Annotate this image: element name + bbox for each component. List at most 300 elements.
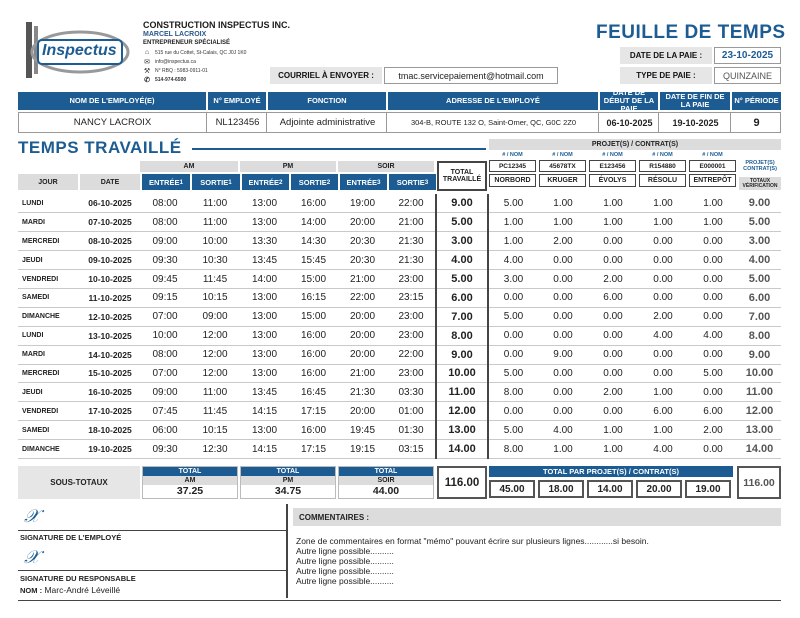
am-out-cell[interactable]: 11:00 [190,213,240,232]
am-out-cell[interactable]: 12:00 [190,326,240,345]
project-hours-cell[interactable]: 0.00 [488,288,538,307]
project-hours-cell[interactable]: 0.00 [638,288,688,307]
day-cell: DIMANCHE [18,440,80,459]
project-hours-cell[interactable]: 6.00 [688,402,738,421]
grand-total: 116.00 [437,466,487,499]
pm-in-cell[interactable]: 13:00 [240,307,289,326]
project-hours-cell[interactable]: 5.00 [488,421,538,440]
ev-in-cell[interactable]: 20:00 [338,213,387,232]
project-hours-cell[interactable]: 5.00 [688,364,738,383]
project-hours-cell[interactable]: 6.00 [638,402,688,421]
phone-line: ✆ 514-974-6500 [144,77,187,84]
project-hours-cell[interactable]: 0.00 [538,288,588,307]
day-cell: MARDI [18,345,80,364]
project-hours-cell[interactable]: 4.00 [638,440,688,459]
project-hours-cell[interactable]: 0.00 [538,326,588,345]
project-name[interactable]: NORBORD [489,174,536,187]
am-in-cell[interactable]: 09:15 [140,288,190,307]
col-address: ADRESSE DE L'EMPLOYÉ [388,92,598,110]
project-column-header [589,152,636,187]
mail-icon: ✉ [144,59,150,66]
project-name[interactable]: ENTREPÔT [689,174,736,187]
project-hours-cell[interactable]: 0.00 [588,251,638,270]
date-cell: 12-10-2025 [80,307,140,326]
pm-in-cell[interactable]: 13:00 [240,345,289,364]
pm-out-cell[interactable]: 16:00 [289,364,338,383]
project-hours-cell[interactable]: 4.00 [688,326,738,345]
company-title: ENTREPRENEUR SPÉCIALISÉ [143,40,231,46]
day-cell: SAMEDI [18,421,80,440]
project-hours-cell[interactable]: 0.00 [588,364,638,383]
project-hours-cell[interactable]: 0.00 [538,364,588,383]
am-out-cell[interactable]: 12:30 [190,440,240,459]
project-name[interactable]: ÉVOLYS [589,174,636,187]
am-in-cell[interactable]: 08:00 [140,345,190,364]
day-cell: DIMANCHE [18,307,80,326]
subtotal-soir: TOTAL SOIR 44.00 [338,466,434,499]
period-number[interactable]: 9 [753,116,760,129]
project-hours-cell[interactable]: 2.00 [588,270,638,289]
total-cell: 13.00 [436,421,488,440]
employee-number[interactable]: NL123456 [209,113,267,132]
project-name[interactable]: RÉSOLU [639,174,686,187]
am-out-cell[interactable]: 10:15 [190,421,240,440]
project-name[interactable]: KRUGER [539,174,586,187]
project-column-header [539,152,586,187]
project-hours-cell[interactable]: 0.00 [488,326,538,345]
project-num-label: # / NOM [652,152,673,158]
pm-in-cell[interactable]: 13:00 [240,213,289,232]
am-out-cell[interactable]: 12:00 [190,364,240,383]
verification-cell: 4.00 [738,251,781,270]
project-hours-cell[interactable]: 0.00 [538,270,588,289]
pm-in-cell[interactable]: 13:00 [240,194,289,213]
total-cell: 14.00 [436,440,488,459]
table-row [18,383,781,402]
project-column-header [639,152,686,187]
project-hours-cell[interactable]: 0.00 [688,307,738,326]
day-cell: JEUDI [18,251,80,270]
section-title: TEMPS TRAVAILLÉ [18,138,182,157]
ev-out-cell[interactable]: 21:30 [387,251,436,270]
day-cell: MERCREDI [18,364,80,383]
am-in-cell[interactable]: 07:00 [140,307,190,326]
pay-date-value[interactable]: 23-10-2025 [714,47,781,64]
project-hours-cell[interactable]: 1.00 [638,421,688,440]
pm-out-cell[interactable]: 14:30 [289,232,338,251]
pm-out-cell[interactable]: 17:15 [289,402,338,421]
project-totals [489,480,733,498]
project-hours-cell[interactable]: 0.00 [588,402,638,421]
pm-in-cell[interactable]: 13:30 [240,232,289,251]
project-hours-cell[interactable]: 1.00 [638,383,688,402]
verification-cell: 9.00 [738,345,781,364]
comment-line: Autre ligne possible.......... [296,546,394,556]
am-in-cell[interactable]: 06:00 [140,421,190,440]
ev-out-cell[interactable]: 21:30 [387,232,436,251]
day-cell: JEUDI [18,383,80,402]
verif-sub: TOTAUX VÉRIFICATION [739,177,781,190]
project-hours-cell[interactable]: 0.00 [638,251,688,270]
ev-out-header: SORTIE 3 [389,174,436,190]
pm-in-cell[interactable]: 13:00 [240,288,289,307]
day-cell: VENDREDI [18,270,80,289]
am-in-cell[interactable]: 08:00 [140,194,190,213]
date-cell: 16-10-2025 [80,383,140,402]
project-hours-cell[interactable]: 0.00 [488,345,538,364]
project-hours-cell[interactable]: 1.00 [688,213,738,232]
date-cell: 11-10-2025 [80,288,140,307]
project-hours-cell[interactable]: 0.00 [688,251,738,270]
am-in-cell[interactable]: 09:00 [140,383,190,402]
pm-header: PM [240,161,336,172]
ev-in-cell[interactable]: 20:00 [338,345,387,364]
am-in-cell[interactable]: 09:00 [140,232,190,251]
ev-in-cell[interactable]: 20:30 [338,232,387,251]
col-period: N° PÉRIODE [732,92,781,110]
pm-out-cell[interactable]: 16:00 [289,194,338,213]
pm-out-cell[interactable]: 17:15 [289,440,338,459]
ev-in-cell[interactable]: 21:00 [338,270,387,289]
employee-name[interactable]: NANCY LACROIX [19,113,207,132]
am-out-cell[interactable]: 09:00 [190,307,240,326]
verification-cell: 7.00 [738,307,781,326]
total-cell: 9.00 [436,194,488,213]
pm-out-cell[interactable]: 15:45 [289,251,338,270]
date-cell: 06-10-2025 [80,194,140,213]
ev-out-cell[interactable]: 03:30 [387,383,436,402]
ev-in-cell[interactable]: 19:15 [338,440,387,459]
project-hours-cell[interactable]: 2.00 [688,421,738,440]
project-hours-cell[interactable]: 0.00 [688,288,738,307]
verif-title: PROJET(S) CONTRAT(S) [743,160,777,173]
pm-in-cell[interactable]: 14:00 [240,270,289,289]
project-hours-cell[interactable]: 3.00 [488,270,538,289]
project-hours-cell[interactable]: 0.00 [588,326,638,345]
project-hours-cell[interactable]: 1.00 [488,213,538,232]
email-value[interactable]: tmac.servicepaiement@hotmail.com [384,67,558,84]
verification-cell: 6.00 [738,288,781,307]
pm-in-header: ENTRÉE 2 [242,174,289,190]
pm-in-cell[interactable]: 14:15 [240,402,289,421]
rbq-line: ⚒ N° RBQ : 5983-0911-01 [143,68,208,75]
employee-header-row [18,87,781,114]
project-hours-cell[interactable]: 0.00 [688,440,738,459]
project-num-label: # / NOM [552,152,573,158]
ev-out-cell[interactable]: 23:15 [387,288,436,307]
project-hours-cell[interactable]: 8.00 [488,440,538,459]
ev-out-cell[interactable]: 01:30 [387,421,436,440]
verification-cell: 9.00 [738,194,781,213]
project-hours-cell[interactable]: 0.00 [588,345,638,364]
project-hours-cell[interactable]: 0.00 [638,232,688,251]
project-total: 19.00 [685,480,731,498]
project-hours-cell[interactable]: 0.00 [638,270,688,289]
table-row [18,364,781,383]
comments-area[interactable] [296,536,776,586]
ev-out-cell[interactable]: 01:00 [387,402,436,421]
table-row [18,421,781,440]
projects-title: PROJET(S) / CONTRAT(S) [489,139,781,150]
logo-text: Inspectus [42,42,117,59]
day-cell: MARDI [18,213,80,232]
project-num-label: # / NOM [702,152,723,158]
project-hours-cell[interactable]: 5.00 [488,364,538,383]
ev-in-cell[interactable]: 20:30 [338,251,387,270]
am-in-cell[interactable]: 09:45 [140,270,190,289]
subtotal-pm-value: 34.75 [274,485,302,497]
project-total: 45.00 [489,480,535,498]
ev-out-cell[interactable]: 23:00 [387,326,436,345]
project-hours-cell[interactable]: 1.00 [688,194,738,213]
pm-in-cell[interactable]: 13:00 [240,421,289,440]
project-hours-cell[interactable]: 0.00 [538,307,588,326]
project-hours-cell[interactable]: 0.00 [588,307,638,326]
manager-name: NOM : Marc-André Léveillé [20,585,121,595]
comments-label: COMMENTAIRES : [293,508,781,526]
soir-header: SOIR [338,161,434,172]
table-row [18,270,781,289]
project-hours-cell[interactable]: 1.00 [538,194,588,213]
employee-address[interactable]: 304-B, ROUTE 132 O, Saint-Omer, QC, G0C 2Z0 [389,113,599,132]
am-out-cell[interactable]: 11:00 [190,194,240,213]
am-header: AM [140,161,238,172]
project-hours-cell[interactable]: 1.00 [488,232,538,251]
project-code[interactable]: E123456 [589,160,636,172]
total-cell: 12.00 [436,402,488,421]
total-header: TOTAL TRAVAILLÉ [437,161,487,191]
table-row [18,326,781,345]
project-code[interactable]: 45678TX [539,160,586,172]
pay-type-value[interactable]: QUINZAINE [714,67,781,84]
comment-line: Autre ligne possible.......... [296,566,394,576]
am-out-cell[interactable]: 10:30 [190,251,240,270]
project-hours-cell[interactable]: 0.00 [638,364,688,383]
pay-end-date[interactable]: 19-10-2025 [661,113,731,132]
date-cell: 17-10-2025 [80,402,140,421]
am-in-cell[interactable]: 07:00 [140,364,190,383]
col-end-date: DATE DE FIN DE LA PAIE [660,92,730,110]
project-hours-cell[interactable]: 0.00 [688,270,738,289]
am-in-cell[interactable]: 10:00 [140,326,190,345]
project-hours-cell[interactable]: 1.00 [638,194,688,213]
comment-line: Autre ligne possible.......... [296,576,394,586]
project-hours-cell[interactable]: 0.00 [488,402,538,421]
phone-icon: ✆ [144,77,150,84]
verification-cell: 3.00 [738,232,781,251]
ev-in-cell[interactable]: 20:00 [338,326,387,345]
table-row [18,307,781,326]
project-hours-cell[interactable]: 6.00 [588,288,638,307]
ev-in-cell[interactable]: 20:00 [338,307,387,326]
col-employee-number: N° EMPLOYÉ [208,92,266,110]
ev-out-cell[interactable]: 23:00 [387,307,436,326]
am-in-cell[interactable]: 09:30 [140,440,190,459]
project-hours-cell[interactable]: 0.00 [688,232,738,251]
total-cell: 6.00 [436,288,488,307]
ev-out-cell[interactable]: 22:00 [387,345,436,364]
project-hours-cell[interactable]: 2.00 [538,232,588,251]
col-function: FONCTION [268,92,386,110]
ev-in-cell[interactable]: 20:00 [338,402,387,421]
project-num-label: # / NOM [602,152,623,158]
am-out-cell[interactable]: 11:00 [190,383,240,402]
day-cell: LUNDI [18,326,80,345]
ev-out-cell[interactable]: 23:00 [387,270,436,289]
table-row [18,345,781,364]
pm-out-cell[interactable]: 16:00 [289,421,338,440]
pm-out-cell[interactable]: 15:00 [289,307,338,326]
ev-out-cell[interactable]: 03:15 [387,440,436,459]
col-employee-name: NOM DE L'EMPLOYÉ(E) [18,92,206,110]
employee-function[interactable]: Adjointe administrative [269,113,387,132]
total-cell: 4.00 [436,251,488,270]
project-total: 18.00 [538,480,584,498]
pm-in-cell[interactable]: 13:45 [240,251,289,270]
verification-cell: 5.00 [738,270,781,289]
total-cell: 5.00 [436,213,488,232]
page-title: FEUILLE DE TEMPS [596,22,786,43]
am-out-cell[interactable]: 10:15 [190,288,240,307]
pm-out-cell[interactable]: 14:00 [289,213,338,232]
am-out-cell[interactable]: 11:45 [190,270,240,289]
project-hours-cell[interactable]: 0.00 [538,402,588,421]
verification-total: 116.00 [737,466,781,499]
table-row [18,288,781,307]
ev-out-cell[interactable]: 21:00 [387,213,436,232]
pm-out-cell[interactable]: 16:00 [289,326,338,345]
project-hours-cell[interactable]: 1.00 [538,213,588,232]
pm-out-cell[interactable]: 15:00 [289,270,338,289]
jour-header: JOUR [18,174,78,190]
pm-in-cell[interactable]: 14:15 [240,440,289,459]
am-out-cell[interactable]: 12:00 [190,345,240,364]
company-name: CONSTRUCTION INSPECTUS INC. [143,20,291,30]
project-code[interactable]: E000001 [689,160,736,172]
pm-out-cell[interactable]: 16:00 [289,345,338,364]
project-hours-cell[interactable]: 1.00 [588,440,638,459]
project-hours-cell[interactable]: 4.00 [638,326,688,345]
verification-cell: 13.00 [738,421,781,440]
project-total: 14.00 [587,480,633,498]
project-hours-cell[interactable]: 2.00 [638,307,688,326]
date-cell: 07-10-2025 [80,213,140,232]
total-cell: 10.00 [436,364,488,383]
project-hours-cell[interactable]: 8.00 [488,383,538,402]
ev-out-cell[interactable]: 22:00 [387,194,436,213]
subtotal-am: TOTAL AM 37.25 [142,466,238,499]
table-row [18,440,781,459]
project-hours-cell[interactable]: 1.00 [638,213,688,232]
am-out-cell[interactable]: 10:00 [190,232,240,251]
pm-out-cell[interactable]: 16:45 [289,383,338,402]
am-out-header: SORTIE 1 [192,174,240,190]
project-hours-cell[interactable]: 5.00 [488,194,538,213]
date-cell: 10-10-2025 [80,270,140,289]
tools-icon: ⚒ [143,68,151,75]
day-cell: LUNDI [18,194,80,213]
project-hours-cell[interactable]: 5.00 [488,307,538,326]
project-hours-cell[interactable]: 9.00 [538,345,588,364]
project-hours-cell[interactable]: 4.00 [538,421,588,440]
comment-line: Autre ligne possible.......... [296,556,394,566]
am-in-cell[interactable]: 09:30 [140,251,190,270]
date-cell: 09-10-2025 [80,251,140,270]
email-label: COURRIEL À ENVOYER : [270,67,382,84]
ev-in-cell[interactable]: 19:45 [338,421,387,440]
subtotal-pm: TOTAL PM 34.75 [240,466,336,499]
time-subheader-row [18,174,436,190]
projects-header [489,152,737,190]
pm-in-cell[interactable]: 13:00 [240,326,289,345]
project-hours-cell[interactable]: 1.00 [588,194,638,213]
project-hours-cell[interactable]: 1.00 [538,440,588,459]
ev-in-cell[interactable]: 19:00 [338,194,387,213]
day-cell: VENDREDI [18,402,80,421]
am-in-cell[interactable]: 07:45 [140,402,190,421]
section-divider [192,148,486,150]
time-table [18,194,781,459]
table-row [18,232,781,251]
home-icon: ⌂ [144,49,150,56]
am-in-cell[interactable]: 08:00 [140,213,190,232]
email-line: ✉ info@inspectus.ca [144,59,196,66]
verification-cell: 12.00 [738,402,781,421]
ev-in-cell[interactable]: 22:00 [338,288,387,307]
project-hours-cell[interactable]: 1.00 [588,213,638,232]
ev-in-header: ENTRÉE 3 [340,174,387,190]
project-hours-cell[interactable]: 0.00 [638,345,688,364]
pay-start-date[interactable]: 06-10-2025 [601,113,659,132]
subtotal-soir-value: 44.00 [372,485,400,497]
table-row [18,251,781,270]
project-hours-cell[interactable]: 0.00 [538,383,588,402]
project-code[interactable]: PC12345 [489,160,536,172]
total-cell: 3.00 [436,232,488,251]
project-hours-cell[interactable]: 0.00 [688,383,738,402]
ev-in-cell[interactable]: 21:00 [338,364,387,383]
project-hours-cell[interactable]: 1.00 [588,421,638,440]
project-hours-cell[interactable]: 2.00 [588,383,638,402]
am-in-header: ENTRÉE 1 [142,174,190,190]
ev-in-cell[interactable]: 21:30 [338,383,387,402]
project-hours-cell[interactable]: 4.00 [488,251,538,270]
pm-in-cell[interactable]: 13:45 [240,383,289,402]
date-cell: 13-10-2025 [80,326,140,345]
am-out-cell[interactable]: 11:45 [190,402,240,421]
date-header: DATE [80,174,140,190]
employee-signature-mark: 𝒳 [24,506,40,526]
project-hours-cell[interactable]: 0.00 [538,251,588,270]
pm-out-cell[interactable]: 16:15 [289,288,338,307]
table-row [18,402,781,421]
total-cell: 11.00 [436,383,488,402]
ev-out-cell[interactable]: 23:00 [387,364,436,383]
project-hours-cell[interactable]: 0.00 [588,232,638,251]
project-hours-cell[interactable]: 0.00 [688,345,738,364]
date-cell: 14-10-2025 [80,345,140,364]
pay-type-label: TYPE DE PAIE : [620,67,712,84]
date-cell: 18-10-2025 [80,421,140,440]
project-code[interactable]: R154880 [639,160,686,172]
company-person: MARCEL LACROIX [143,31,207,38]
verification-cell: 8.00 [738,326,781,345]
pm-in-cell[interactable]: 13:00 [240,364,289,383]
pm-out-header: SORTIE 2 [291,174,338,190]
signatures-block [18,504,288,598]
date-cell: 08-10-2025 [80,232,140,251]
company-logo [18,18,130,82]
